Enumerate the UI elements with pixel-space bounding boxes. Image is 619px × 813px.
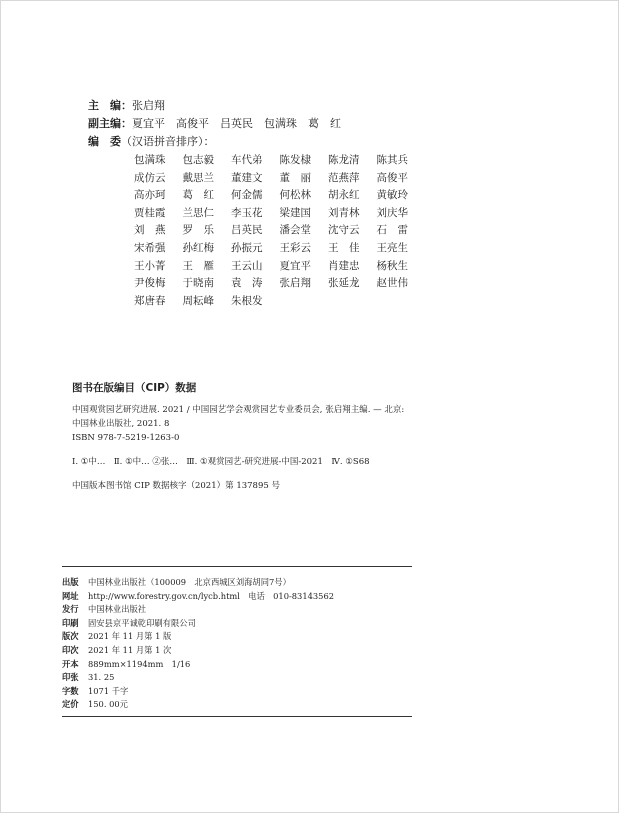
chief-editor-row	[88, 97, 341, 115]
member-name: 于晓南	[182, 277, 214, 290]
member-name: 董建文	[231, 171, 263, 184]
member-name: 王亮生	[376, 241, 408, 254]
member-name: 郑唐春	[134, 294, 166, 307]
publication-row	[62, 630, 334, 644]
member-row	[134, 222, 425, 240]
chief-editor-label: 主 编：	[88, 99, 132, 112]
publication-label: 发行	[62, 604, 79, 615]
divider-top	[62, 566, 412, 567]
member-name: 孙红梅	[182, 241, 214, 254]
publication-row	[62, 658, 334, 672]
deputy-editor-row	[88, 115, 341, 133]
member-row	[134, 275, 425, 293]
member-name: 包志毅	[182, 154, 214, 166]
editors-block	[88, 97, 341, 151]
cip-isbn: ISBN 978-7-5219-1263-0	[72, 433, 180, 443]
publication-label: 印张	[62, 672, 79, 683]
committee-note: （汉语拼音排序）：	[121, 135, 215, 148]
publication-value: 2021 年 11 月第 1 次	[88, 644, 172, 655]
publication-label: 字数	[62, 685, 79, 696]
member-name: 刘青林	[328, 206, 360, 219]
member-name: 袁 涛	[231, 277, 263, 290]
member-name: 夏宜平	[279, 259, 311, 272]
cip-classification: Ⅰ. ①中… Ⅱ. ①中… ②张… Ⅲ. ①观赏园艺-研究进展-中国-2021 Ⅳ. ①S68	[72, 457, 370, 467]
member-name: 王云山	[231, 259, 263, 272]
cip-citation-line1: 中国观赏园艺研究进展. 2021 / 中国园艺学会观赏园艺专业委员会, 张启翔主编. — 北京:	[72, 405, 405, 415]
publication-label: 定价	[62, 699, 79, 710]
member-name: 兰思仁	[182, 206, 214, 219]
member-name: 戴思兰	[182, 171, 214, 184]
member-name: 梁建国	[279, 206, 311, 219]
member-row	[134, 293, 425, 311]
deputy-editor-label: 副主编：	[88, 117, 132, 130]
member-name: 董 丽	[279, 171, 311, 184]
member-name: 高亦珂	[134, 189, 166, 202]
member-name: 黄敏玲	[376, 189, 408, 202]
member-name: 胡永红	[328, 189, 360, 202]
publication-value: 中国林业出版社（100009 北京西城区刘海胡同7号）	[88, 577, 291, 587]
member-name: 石 雷	[376, 224, 408, 237]
committee-row	[88, 133, 341, 151]
member-name: 王彩云	[279, 241, 311, 254]
publication-row	[62, 644, 334, 658]
publication-value: 中国林业出版社	[88, 604, 147, 615]
member-name: 高俊平	[376, 171, 408, 184]
member-name: 刘 燕	[134, 224, 166, 237]
publication-label: 网址	[62, 590, 79, 601]
member-name: 吕英民	[231, 224, 263, 237]
publication-label: 印次	[62, 644, 79, 655]
member-name: 周耘峰	[182, 294, 214, 307]
member-row	[134, 187, 425, 205]
member-name: 潘会堂	[279, 224, 311, 237]
publication-label: 出版	[62, 577, 79, 587]
publication-row	[62, 671, 334, 685]
member-row	[134, 205, 425, 223]
committee-label: 编 委	[88, 135, 121, 148]
publication-label: 印刷	[62, 617, 79, 628]
member-name: 杨秋生	[376, 259, 408, 272]
publication-value: 1071 千字	[88, 685, 129, 696]
member-name: 沈守云	[328, 224, 360, 237]
member-name: 尹俊梅	[134, 277, 166, 290]
member-name: 包满珠	[134, 154, 166, 166]
publication-value: 150. 00元	[88, 699, 128, 710]
cip-title: 图书在版编目（CIP）数据	[72, 382, 197, 394]
member-name: 范燕萍	[328, 171, 360, 184]
member-name: 何松林	[279, 189, 311, 202]
member-row	[134, 258, 425, 276]
chief-editor-name: 张启翔	[132, 99, 165, 112]
publication-row	[62, 590, 334, 604]
member-name: 李玉花	[231, 206, 263, 219]
member-row	[134, 240, 425, 258]
member-name: 赵世伟	[376, 277, 408, 290]
publication-value: http://www.forestry.gov.cn/lycb.html 电话 010-83143562	[88, 590, 335, 601]
member-name: 肖建忠	[328, 259, 360, 272]
member-name: 何金儒	[231, 189, 263, 202]
publication-value: 固安县京平诚乾印刷有限公司	[88, 617, 196, 628]
member-name: 陈其兵	[376, 154, 408, 166]
publication-value: 2021 年 11 月第 1 版	[88, 631, 172, 642]
publication-row	[62, 685, 334, 699]
publication-value: 31. 25	[88, 672, 115, 683]
member-name: 陈发棣	[279, 154, 311, 166]
member-name: 王小菁	[134, 259, 166, 272]
member-name: 张延龙	[328, 277, 360, 290]
member-name: 王 佳	[328, 241, 360, 254]
member-name: 罗 乐	[182, 224, 214, 237]
member-name: 成仿云	[134, 171, 166, 184]
committee-members	[134, 152, 425, 310]
member-name: 孙振元	[231, 241, 263, 254]
member-name: 宋希强	[134, 241, 166, 254]
publication-row	[62, 603, 334, 617]
member-name: 贾桂霞	[134, 206, 166, 219]
publication-row	[62, 617, 334, 631]
member-name: 葛 红	[182, 189, 214, 202]
divider-bottom	[62, 716, 412, 717]
publication-info	[62, 576, 334, 712]
publication-label: 开本	[62, 658, 79, 669]
member-name: 王 雁	[182, 259, 214, 272]
member-row	[134, 152, 425, 170]
deputy-editor-names: 夏宜平 高俊平 吕英民 包满珠 葛 红	[132, 117, 341, 130]
cip-block	[72, 403, 542, 493]
member-name: 刘庆华	[376, 206, 408, 219]
cip-record: 中国版本图书馆 CIP 数据核字（2021）第 137895 号	[72, 481, 280, 491]
publication-value: 889mm×1194mm 1/16	[88, 658, 191, 669]
member-name: 张启翔	[279, 277, 311, 290]
publication-row	[62, 576, 334, 590]
member-name: 陈龙清	[328, 154, 360, 166]
member-row	[134, 170, 425, 188]
publication-label: 版次	[62, 631, 79, 642]
member-name: 车代弟	[231, 154, 263, 166]
member-name: 朱根发	[231, 294, 263, 307]
publication-row	[62, 698, 334, 712]
cip-citation-line2: 中国林业出版社, 2021. 8	[72, 419, 170, 429]
